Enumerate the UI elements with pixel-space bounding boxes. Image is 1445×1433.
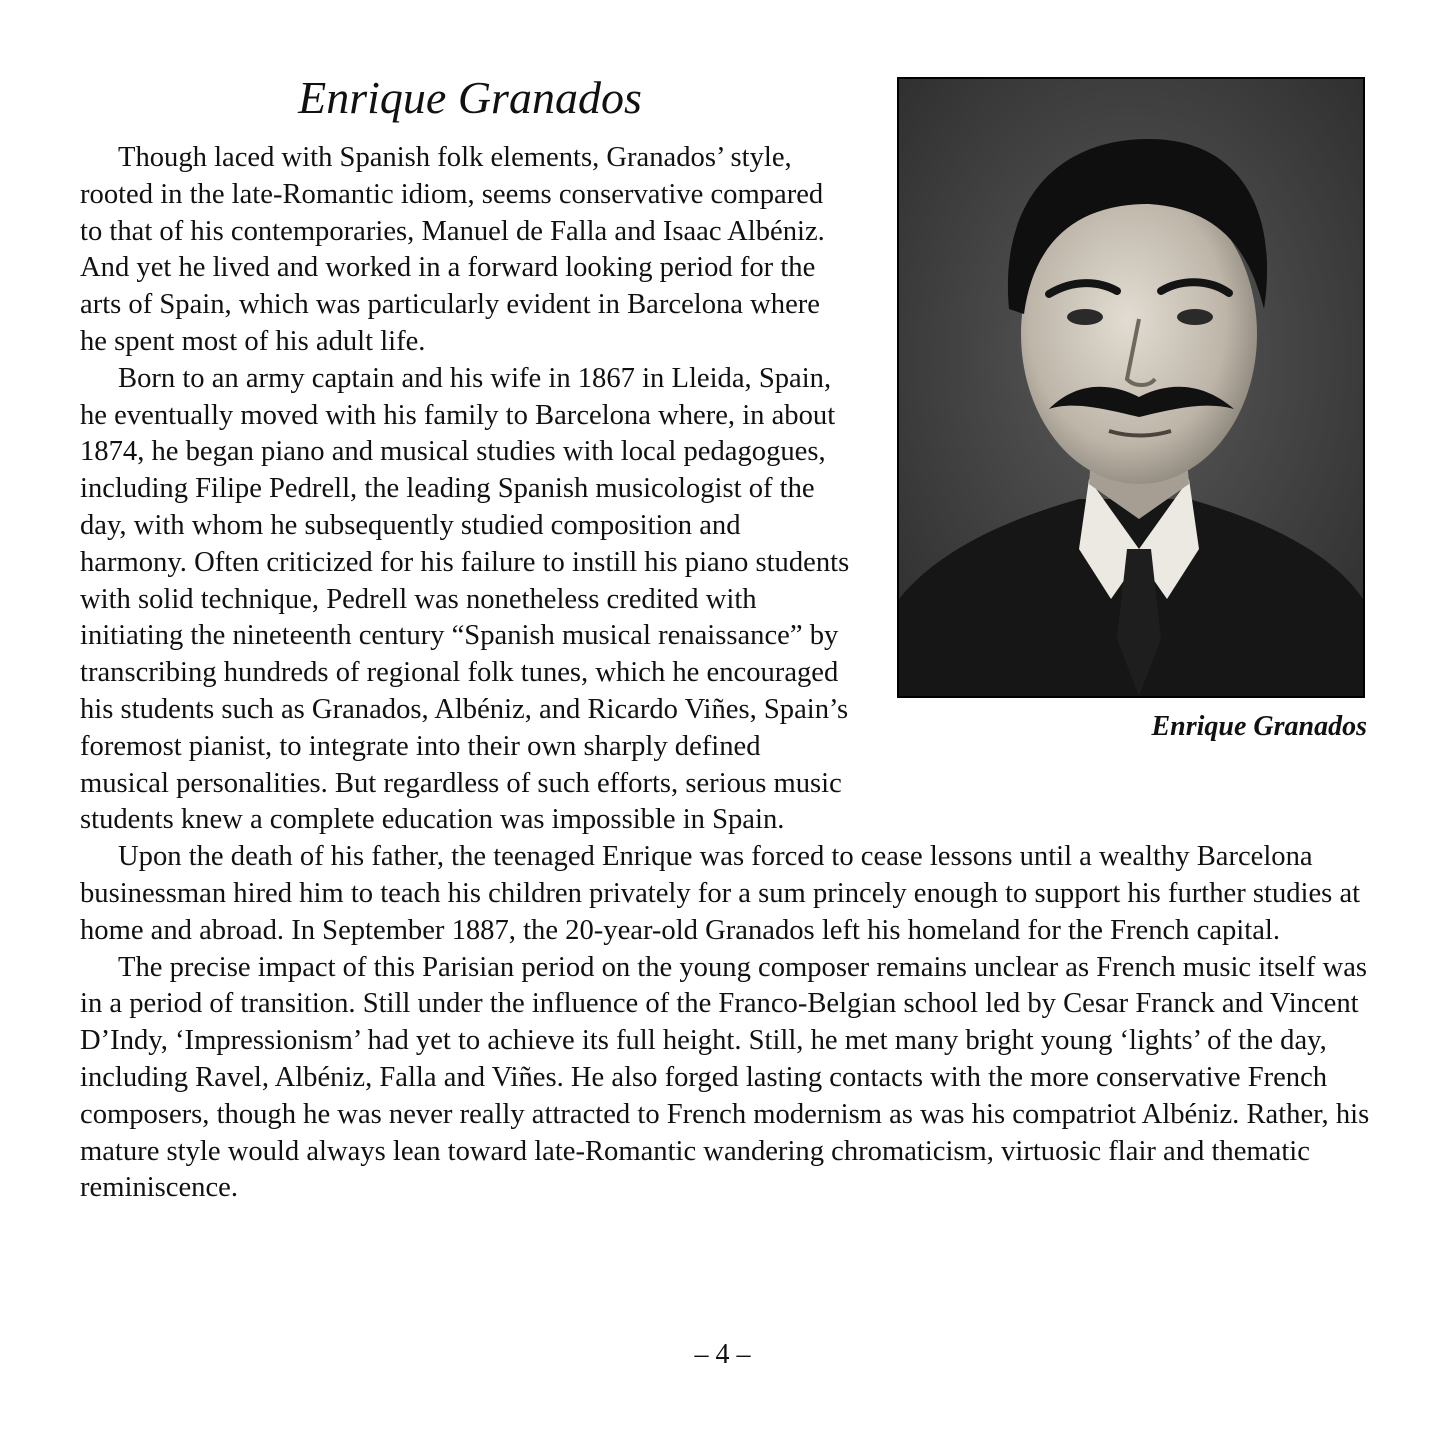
paragraph-4: The precise impact of this Parisian period on the young composer remains unclear as French music itself was in a period of transition. Still under the influence of the Franco-Belgian school led by Cesar Franck and Vincent D’Indy, ‘Impressionism’ had yet to achieve its full height. Still, he met many bright young ‘lights’ of the day, including Ravel, Albéniz, Falla and Viñes. He also forged lasting contacts with the more conservative French composers, though he was never really attracted to French modernism as was his compatriot Albéniz. Rather, his mature style would always lean toward late-Romantic wandering chromaticism, virtuosic flair and thematic reminiscence.: [80, 951, 1370, 1204]
paragraph-3: Upon the death of his father, the teenaged Enrique was forced to cease lessons until a wealthy Barcelona businessman hired him to teach his children privately for a sum princely enough to support his further studies at home and abroad. In September 1887, the 20-year-old Granados left his homeland for the French capital.: [80, 841, 1361, 946]
photo-caption: Enrique Granados: [1151, 711, 1367, 742]
photo-text-wrap-spacer: [850, 140, 1370, 785]
paragraph-1: Though laced with Spanish folk elements, Granados’ style, rooted in the late-Romantic idiom, seems conservative compared to that of his contemporaries, Manuel de Falla and Isaac Albéniz. And yet he lived and worked in a forward looking period for the arts of Spain, which was particularly evident in Barcelona where he spent most of his adult life.: [80, 142, 825, 357]
page-number: – 4 –: [694, 1339, 751, 1370]
page-title: Enrique Granados: [298, 72, 642, 123]
article-body: [80, 140, 1370, 1207]
paragraph-2: Born to an army captain and his wife in 1867 in Lleida, Spain, he eventually moved with his family to Barcelona where, in about 1874, he began piano and musical studies with local pedagogues, including Filipe Pedrell, the leading Spanish musicologist of the day, with whom he subsequently studied composition and harmony. Often criticized for his failure to instill his piano students with solid technique, Pedrell was nonetheless credited with initiating the nineteenth century “Spanish musical renaissance” by transcribing hundreds of regional folk tunes, which he encouraged his students such as Granados, Albéniz, and Ricardo Viñes, Spain’s foremost pianist, to integrate into their own sharply defined musical personalities. But regardless of such efforts, serious music students knew a complete education was impossible in Spain.: [80, 362, 850, 836]
